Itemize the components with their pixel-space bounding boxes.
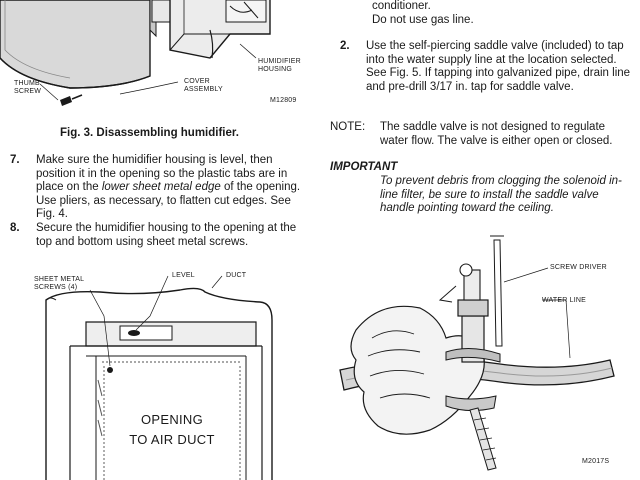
opening-to-air-duct-label: OPENING TO AIR DUCT (129, 412, 215, 447)
fig5-code: M2017S (582, 458, 610, 465)
step-2-number: 2. (340, 40, 350, 52)
fig3-code: M12809 (270, 97, 297, 104)
screw-driver-label: SCREW DRIVER (550, 264, 607, 271)
note-label: NOTE: (330, 121, 366, 133)
thumb-screw-label: THUMB SCREW (14, 80, 42, 95)
step-7-text-post: of the opening. Use pliers, as necessary, to flatten cut edges. See Fig. 4. (36, 181, 301, 221)
step-7-number: 7. (10, 154, 20, 166)
cover-assembly-label: COVER ASSEMBLY (184, 78, 223, 93)
step-7-text-pre: Make sure the humidifier housing is level, then position it in the opening so the plastic tabs are in place on the (36, 154, 288, 194)
continued-line-1: conditioner. (372, 0, 431, 12)
sheet-metal-screws-label: SHEET METAL SCREWS (4) (34, 276, 85, 291)
step-2-text: Use the self-piercing saddle valve (included) to tap into the water supply line at the location selected. See Fig. 5. If tapping into galvanized pipe, drain line and pre-drill 3/17 in. tap for saddle valve. (366, 40, 631, 93)
humidifier-housing-label: HUMIDIFIER HOUSING (258, 58, 301, 73)
step-7-text-italic: lower sheet metal edge (101, 181, 221, 194)
water-line-label: WATER LINE (542, 297, 587, 304)
important-text: To prevent debris from clogging the solenoid in-line filter, be sure to install the saddle valve handle pointing toward the ceiling. (380, 175, 622, 215)
level-label: LEVEL (172, 272, 195, 279)
fig3-caption: Fig. 3. Disassembling humidifier. (60, 127, 239, 139)
duct-label: DUCT (226, 272, 247, 279)
important-heading: IMPORTANT (330, 161, 398, 173)
step-8-number: 8. (10, 222, 20, 234)
note-text: The saddle valve is not designed to regulate water flow. The valve is either open or closed. (380, 121, 613, 147)
continued-line-2: Do not use gas line. (372, 13, 474, 26)
step-8-text: Secure the humidifier housing to the opening at the top and bottom using sheet metal screws. (36, 222, 297, 248)
